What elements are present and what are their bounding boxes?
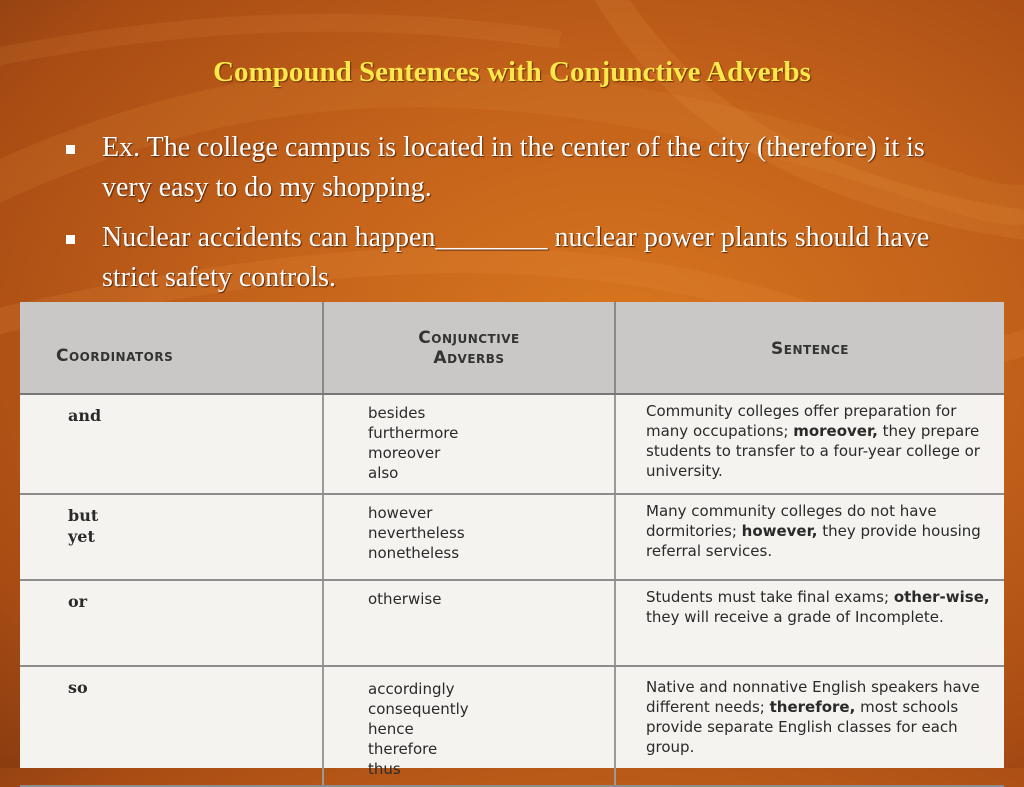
conjunctive-adverbs-table-image	[20, 302, 1004, 778]
adverbs-cell	[323, 666, 615, 786]
sentence-bold-adverb: moreover,	[793, 422, 878, 440]
sentence-text: Students must take final exams;	[646, 588, 894, 606]
adverb-word: consequently	[368, 700, 469, 718]
bullet-item	[60, 128, 960, 208]
sentence-text: they will receive a grade of Incomplete.	[646, 608, 944, 626]
header-conjunctive-line2: Adverbs	[433, 347, 505, 368]
coordinator-word: yet	[68, 527, 95, 546]
sentence-cell	[615, 666, 1004, 786]
table-row	[20, 580, 1004, 666]
table-row	[20, 394, 1004, 494]
adverb-word: accordingly	[368, 680, 455, 698]
sentence-text: Community colleges offer preparation for many occupations;	[646, 402, 957, 440]
bullet-text: Ex. The college campus is located in the center of the city (therefore) it is very easy to do my shopping.	[102, 132, 925, 203]
bullet-text: Nuclear accidents can happen________ nuclear power plants should have strict safety controls.	[102, 222, 930, 293]
adverbs-cell	[323, 494, 615, 580]
table-row	[20, 494, 1004, 580]
coordinator-cell	[20, 494, 323, 580]
coordinator-cell	[20, 666, 323, 786]
bullet-list	[60, 128, 960, 308]
adverb-word: nonetheless	[368, 544, 460, 562]
header-conjunctive-line1: Conjunctive	[418, 327, 520, 348]
adverb-word: hence	[368, 720, 414, 738]
sentence-cell	[615, 494, 1004, 580]
adverb-word: also	[368, 464, 399, 482]
conjunctive-adverbs-table	[20, 302, 1004, 787]
sentence-text: most schools provide separate English classes for each group.	[646, 698, 959, 756]
adverb-word: nevertheless	[368, 524, 465, 542]
sentence-cell	[615, 580, 1004, 666]
sentence-text: they prepare students to transfer to a four-year college or university.	[646, 422, 980, 480]
coordinator-word: so	[68, 678, 88, 697]
adverb-word: besides	[368, 404, 426, 422]
coordinator-word: and	[68, 406, 102, 425]
adverb-word: however	[368, 504, 433, 522]
sentence-bold-adverb: therefore,	[769, 698, 856, 716]
table-header-row	[20, 302, 1004, 394]
sentence-text: Many community colleges do not have dormitories;	[646, 502, 937, 540]
adverbs-cell	[323, 394, 615, 494]
sentence-cell	[615, 394, 1004, 494]
adverb-word: furthermore	[368, 424, 459, 442]
header-coordinators: Coordinators	[20, 302, 323, 394]
bullet-square-icon	[66, 235, 75, 244]
coordinator-cell	[20, 394, 323, 494]
header-sentence: Sentence	[615, 302, 1004, 394]
sentence-bold-adverb: other-wise,	[893, 588, 990, 606]
slide-title: Compound Sentences with Conjunctive Adverbs	[213, 56, 811, 88]
adverb-word: therefore	[368, 740, 438, 758]
coordinator-cell	[20, 580, 323, 666]
bullet-square-icon	[66, 145, 75, 154]
adverb-word: moreover	[368, 444, 441, 462]
adverb-word: otherwise	[368, 590, 442, 608]
coordinator-word: but	[68, 506, 99, 525]
sentence-text: they provide housing referral services.	[646, 522, 981, 560]
bullet-item	[60, 218, 960, 298]
adverbs-cell	[323, 580, 615, 666]
sentence-text: Native and nonnative English speakers have different needs;	[646, 678, 980, 716]
adverb-word: thus	[368, 760, 401, 778]
sentence-bold-adverb: however,	[741, 522, 818, 540]
coordinator-word: or	[68, 592, 88, 611]
table-row	[20, 666, 1004, 786]
header-conjunctive-adverbs	[323, 302, 615, 394]
